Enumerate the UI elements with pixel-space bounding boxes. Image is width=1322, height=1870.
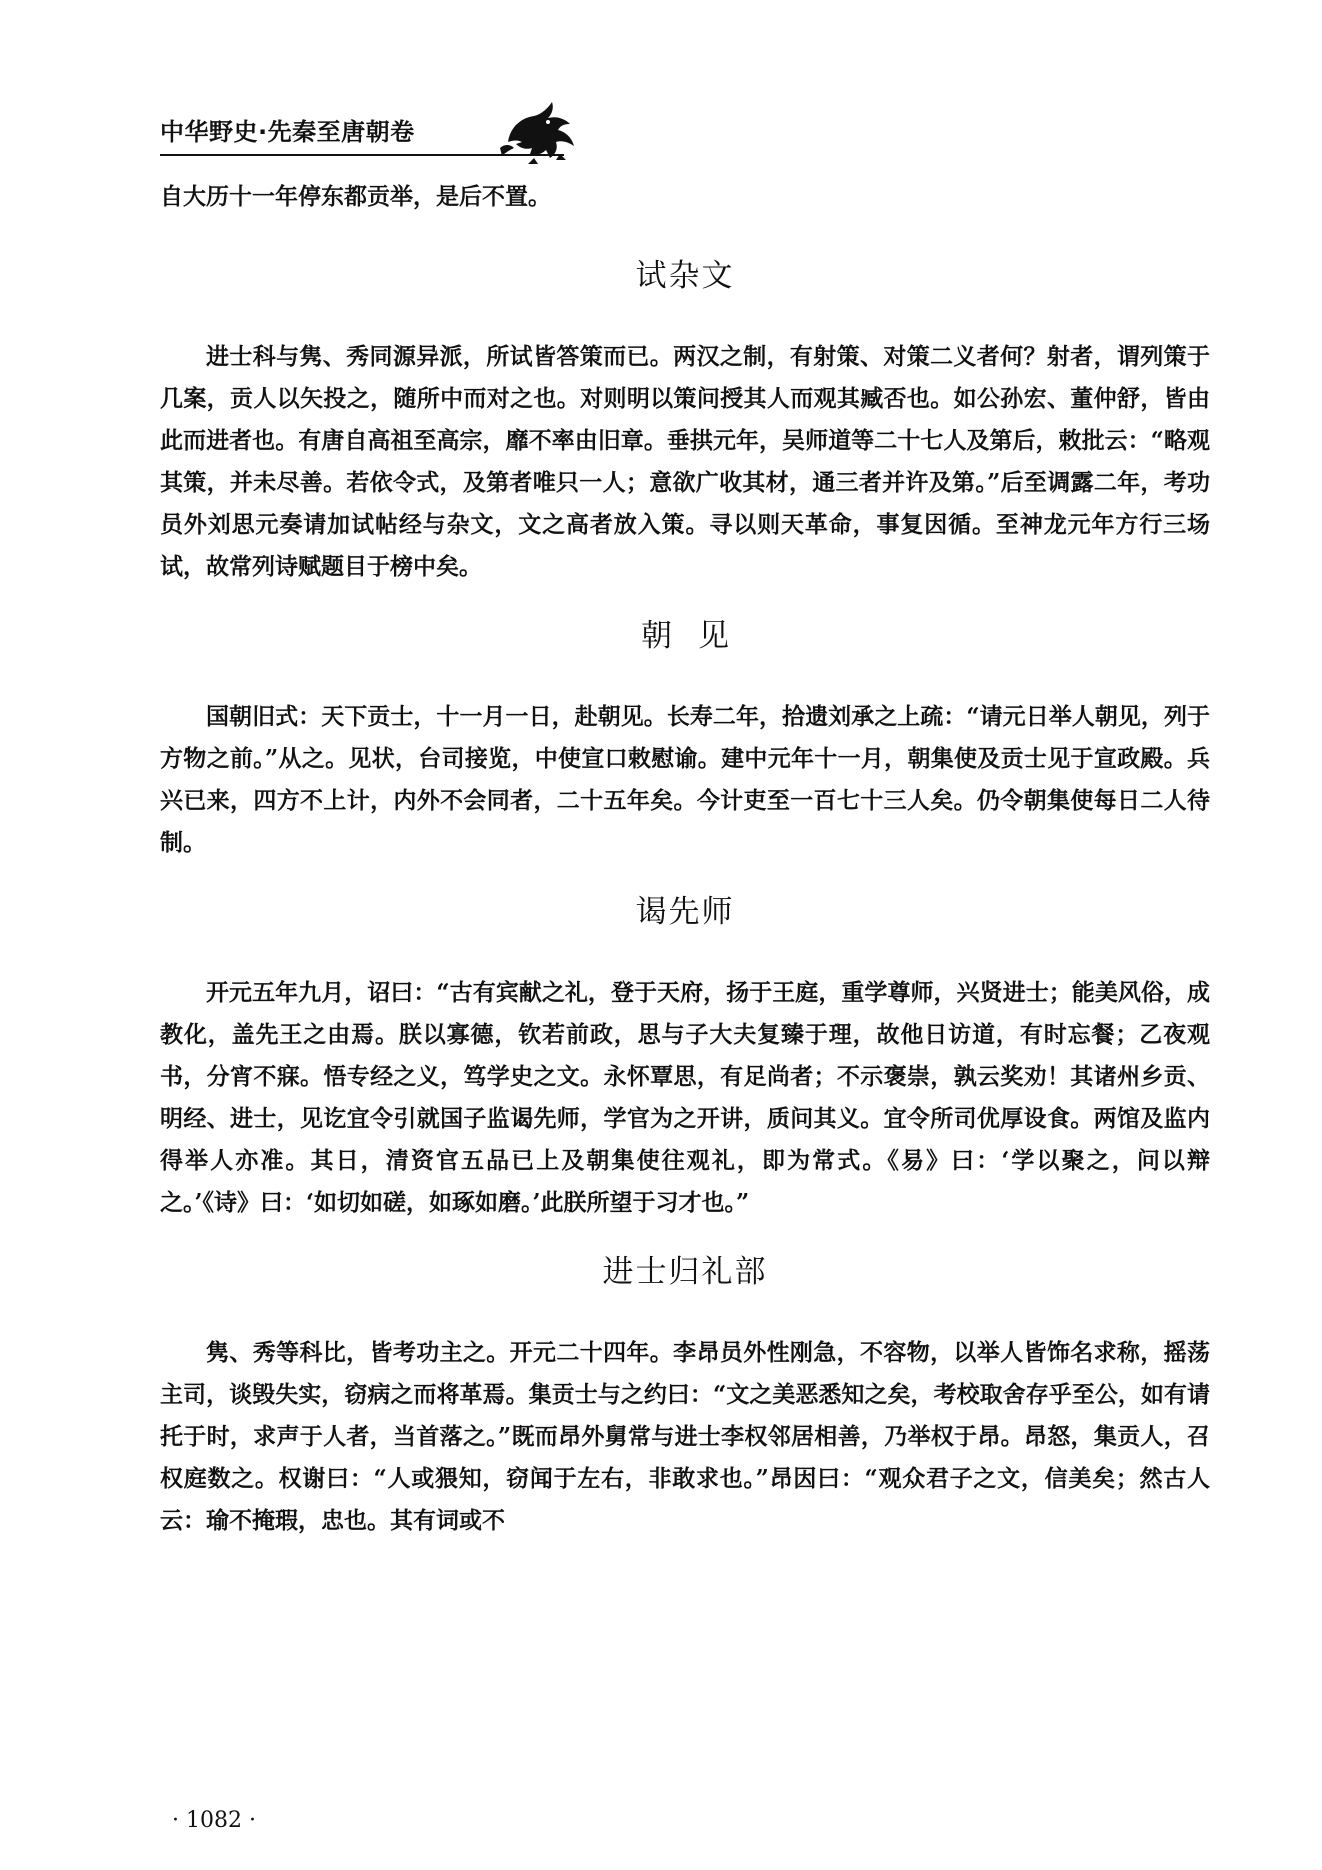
book-title: 中华野史·先秦至唐朝卷 xyxy=(160,118,415,146)
section-title: 谒先师 xyxy=(635,894,735,930)
section-chao-jian xyxy=(160,614,1210,864)
section-paragraph: 进士科与隽、秀同源异派，所试皆答策而已。两汉之制，有射策、对策二义者何？射者，谓列策于几案，贡人以矢投之，随所中而对之也。对则明以策问授其人而观其臧否也。如公孙宏、董仲舒，皆由此而进者也。有唐自高祖至高宗，靡不率由旧章。垂拱元年，吴师道等二十七人及第后，敕批云：“略观其策，并未尽善。若依令式，及第者唯只一人；意欲广收其材，通三者并许及第。”后至调露二年，考功员外刘思元奏请加试帖经与杂文，文之高者放入策。寻以则天革命，事复因循。至神龙元年方行三场试，故常列诗赋题目于榜中矣。 xyxy=(160,343,1210,580)
continued-text: 自大历十一年停东都贡举，是后不置。 xyxy=(160,183,551,210)
section-jin-shi-gui-li-bu xyxy=(160,1250,1210,1542)
page-body xyxy=(160,176,1210,1568)
section-title: 朝见 xyxy=(641,618,755,654)
section-paragraph: 隽、秀等科比，皆考功主之。开元二十四年。李昂员外性刚急，不容物，以举人皆饰名求称，摇荡主司，谈毁失实，窃病之而将革焉。集贡士与之约曰：“文之美恶悉知之矣，考校取舍存乎至公，如有请托于时，求声于人者，当首落之。”既而昂外舅常与进士李权邻居相善，乃举权于昂。昂怒，集贡人，召权庭数之。权谢曰：“人或猥知，窃闻于左右，非敢求也。”昂因曰：“观众君子之文，信美矣；然古人云：瑜不掩瑕，忠也。其有词或不 xyxy=(160,1339,1210,1534)
header-rule xyxy=(160,154,564,156)
section-title: 进士归礼部 xyxy=(602,1254,768,1290)
section-title: 试杂文 xyxy=(635,258,735,294)
running-header xyxy=(160,98,580,156)
section-shi-za-wen xyxy=(160,254,1210,588)
section-paragraph: 国朝旧式：天下贡士，十一月一日，赴朝见。长寿二年，拾遗刘承之上疏：“请元日举人朝见，列于方物之前。”从之。见状，台司接览，中使宣口敕慰谕。建中元年十一月，朝集使及贡士见于宣政殿。兵兴已来，四方不上计，内外不会同者，二十五年矣。今计吏至一百七十三人矣。仍令朝集使每日二人待制。 xyxy=(160,703,1210,856)
page-number: · 1082 · xyxy=(172,1808,256,1833)
section-ye-xian-shi xyxy=(160,890,1210,1224)
section-paragraph: 开元五年九月，诏曰：“古有宾献之礼，登于天府，扬于王庭，重学尊师，兴贤进士；能美风俗，成教化，盖先王之由焉。朕以寡德，钦若前政，思与子大夫复臻于理，故他日访道，有时忘餐；乙夜观书，分宵不寐。悟专经之义，笃学史之文。永怀覃思，有足尚者；不示褒崇，孰云奖劝！其诸州乡贡、明经、进士，见讫宜令引就国子监谒先师，学官为之开讲，质问其义。宜令所司优厚设食。两馆及监内得举人亦准。其日，清资官五品已上及朝集使往观礼，即为常式。《易》曰：‘学以聚之，问以辩之。’《诗》曰：‘如切如磋，如琢如磨。’此朕所望于习才也。” xyxy=(160,979,1210,1216)
